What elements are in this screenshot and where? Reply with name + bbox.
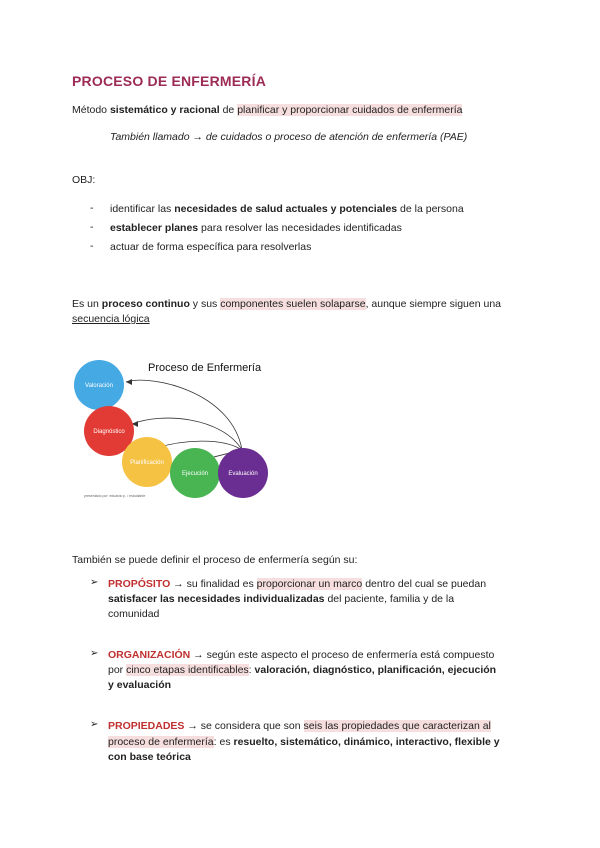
text-highlight: proceso de enfermería [108,736,214,748]
text-run: dentro del cual se puedan [362,578,487,590]
text-bold: resuelto, sistemático, dinámico, interactivo, flexible y [233,736,500,748]
section-proposito-line3: comunidad [108,608,160,620]
section-proposito-line1 [108,577,486,591]
intro-line [72,103,462,117]
section-propiedades-line1 [108,719,491,733]
objective-dash: - [90,221,94,233]
continuous-mid: y sus [189,298,221,310]
nursing-process-diagram [72,352,302,502]
objective-item [110,202,464,216]
text-bold: valoración, diagnóstico, planificación, ejecución [254,664,497,676]
intro-bold: sistemático y racional [109,104,220,116]
objective-post: de la persona [397,203,464,215]
text-bold: y evaluación [108,679,172,691]
section-organizacion-line2 [108,663,496,677]
text-run: → su finalidad es [170,578,257,590]
text-bold: satisfacer las necesidades individualizadas [108,593,325,605]
arrow-bullet-icon: ➢ [90,648,99,659]
stage-label-evaluacion: Evaluación [228,471,258,477]
text-run: → según este aspecto el proceso de enfermería está compuesto [190,649,495,661]
intro-prefix: Método [72,104,110,116]
text-highlight: proporcionar un marco [256,578,363,590]
continuous-pre: Es un [72,298,102,310]
text-bold: con base teórica [108,751,191,763]
objective-item [110,221,402,235]
section-propiedades-line3 [108,750,191,764]
text-run: del paciente, familia y de la [324,593,455,605]
text-highlight: seis las propiedades que caracterizan al [303,720,491,732]
objective-dash: - [90,202,94,214]
continuous-line [72,297,501,311]
diagram-footer: presentado por: eduardo p. / estudiante [84,494,146,498]
stage-label-ejecucion: Ejecución [181,471,209,477]
also-called-line: También llamado → de cuidados o proceso de atención de enfermería (PAE) [110,131,468,143]
objective-post: para resolver las necesidades identificadas [198,222,402,234]
arrow-bullet-icon: ➢ [90,577,99,588]
arrow-bullet-icon: ➢ [90,719,99,730]
continuous-highlight: componentes suelen solaparse [220,298,366,310]
diagram-title: Proceso de Enfermería [148,362,262,374]
section-organizacion-line3 [108,678,171,692]
objective-pre: actuar de forma específica para resolverlas [110,241,312,253]
objective-dash: - [90,240,94,252]
section-label: ORGANIZACIÓN [108,649,191,661]
objective-pre: identificar las [110,203,175,215]
text-run: → se considera que son [184,720,304,732]
objective-bold: establecer planes [110,222,199,234]
objective-item [110,240,311,254]
continuous-post: , aunque siempre siguen una [365,298,502,310]
section-organizacion-line1 [108,648,494,662]
define-line: También se puede definir el proceso de enfermería según su: [72,554,358,566]
stage-label-valoracion: Valoración [85,383,113,389]
text-run: : es [213,736,234,748]
intro-highlight: planificar y proporcionar cuidados de enfermería [237,104,463,116]
section-label: PROPÓSITO [108,578,171,590]
text-run: por [108,664,127,676]
intro-mid: de [219,104,238,116]
sequence-line: secuencia lógica [72,313,150,325]
obj-label: OBJ: [72,174,96,186]
objective-bold: necesidades de salud actuales y potenciales [174,203,398,215]
section-proposito-line2 [108,592,454,606]
continuous-bold: proceso continuo [101,298,190,310]
stage-label-planificacion: Planificación [130,460,164,466]
text-highlight: cinco etapas identificables [126,664,249,676]
section-propiedades-line2 [108,735,500,749]
stage-label-diagnostico: Diagnóstico [93,429,125,435]
section-label: PROPIEDADES [108,720,185,732]
page-title: PROCESO DE ENFERMERÍA [72,73,266,89]
text-run: : [248,664,255,676]
